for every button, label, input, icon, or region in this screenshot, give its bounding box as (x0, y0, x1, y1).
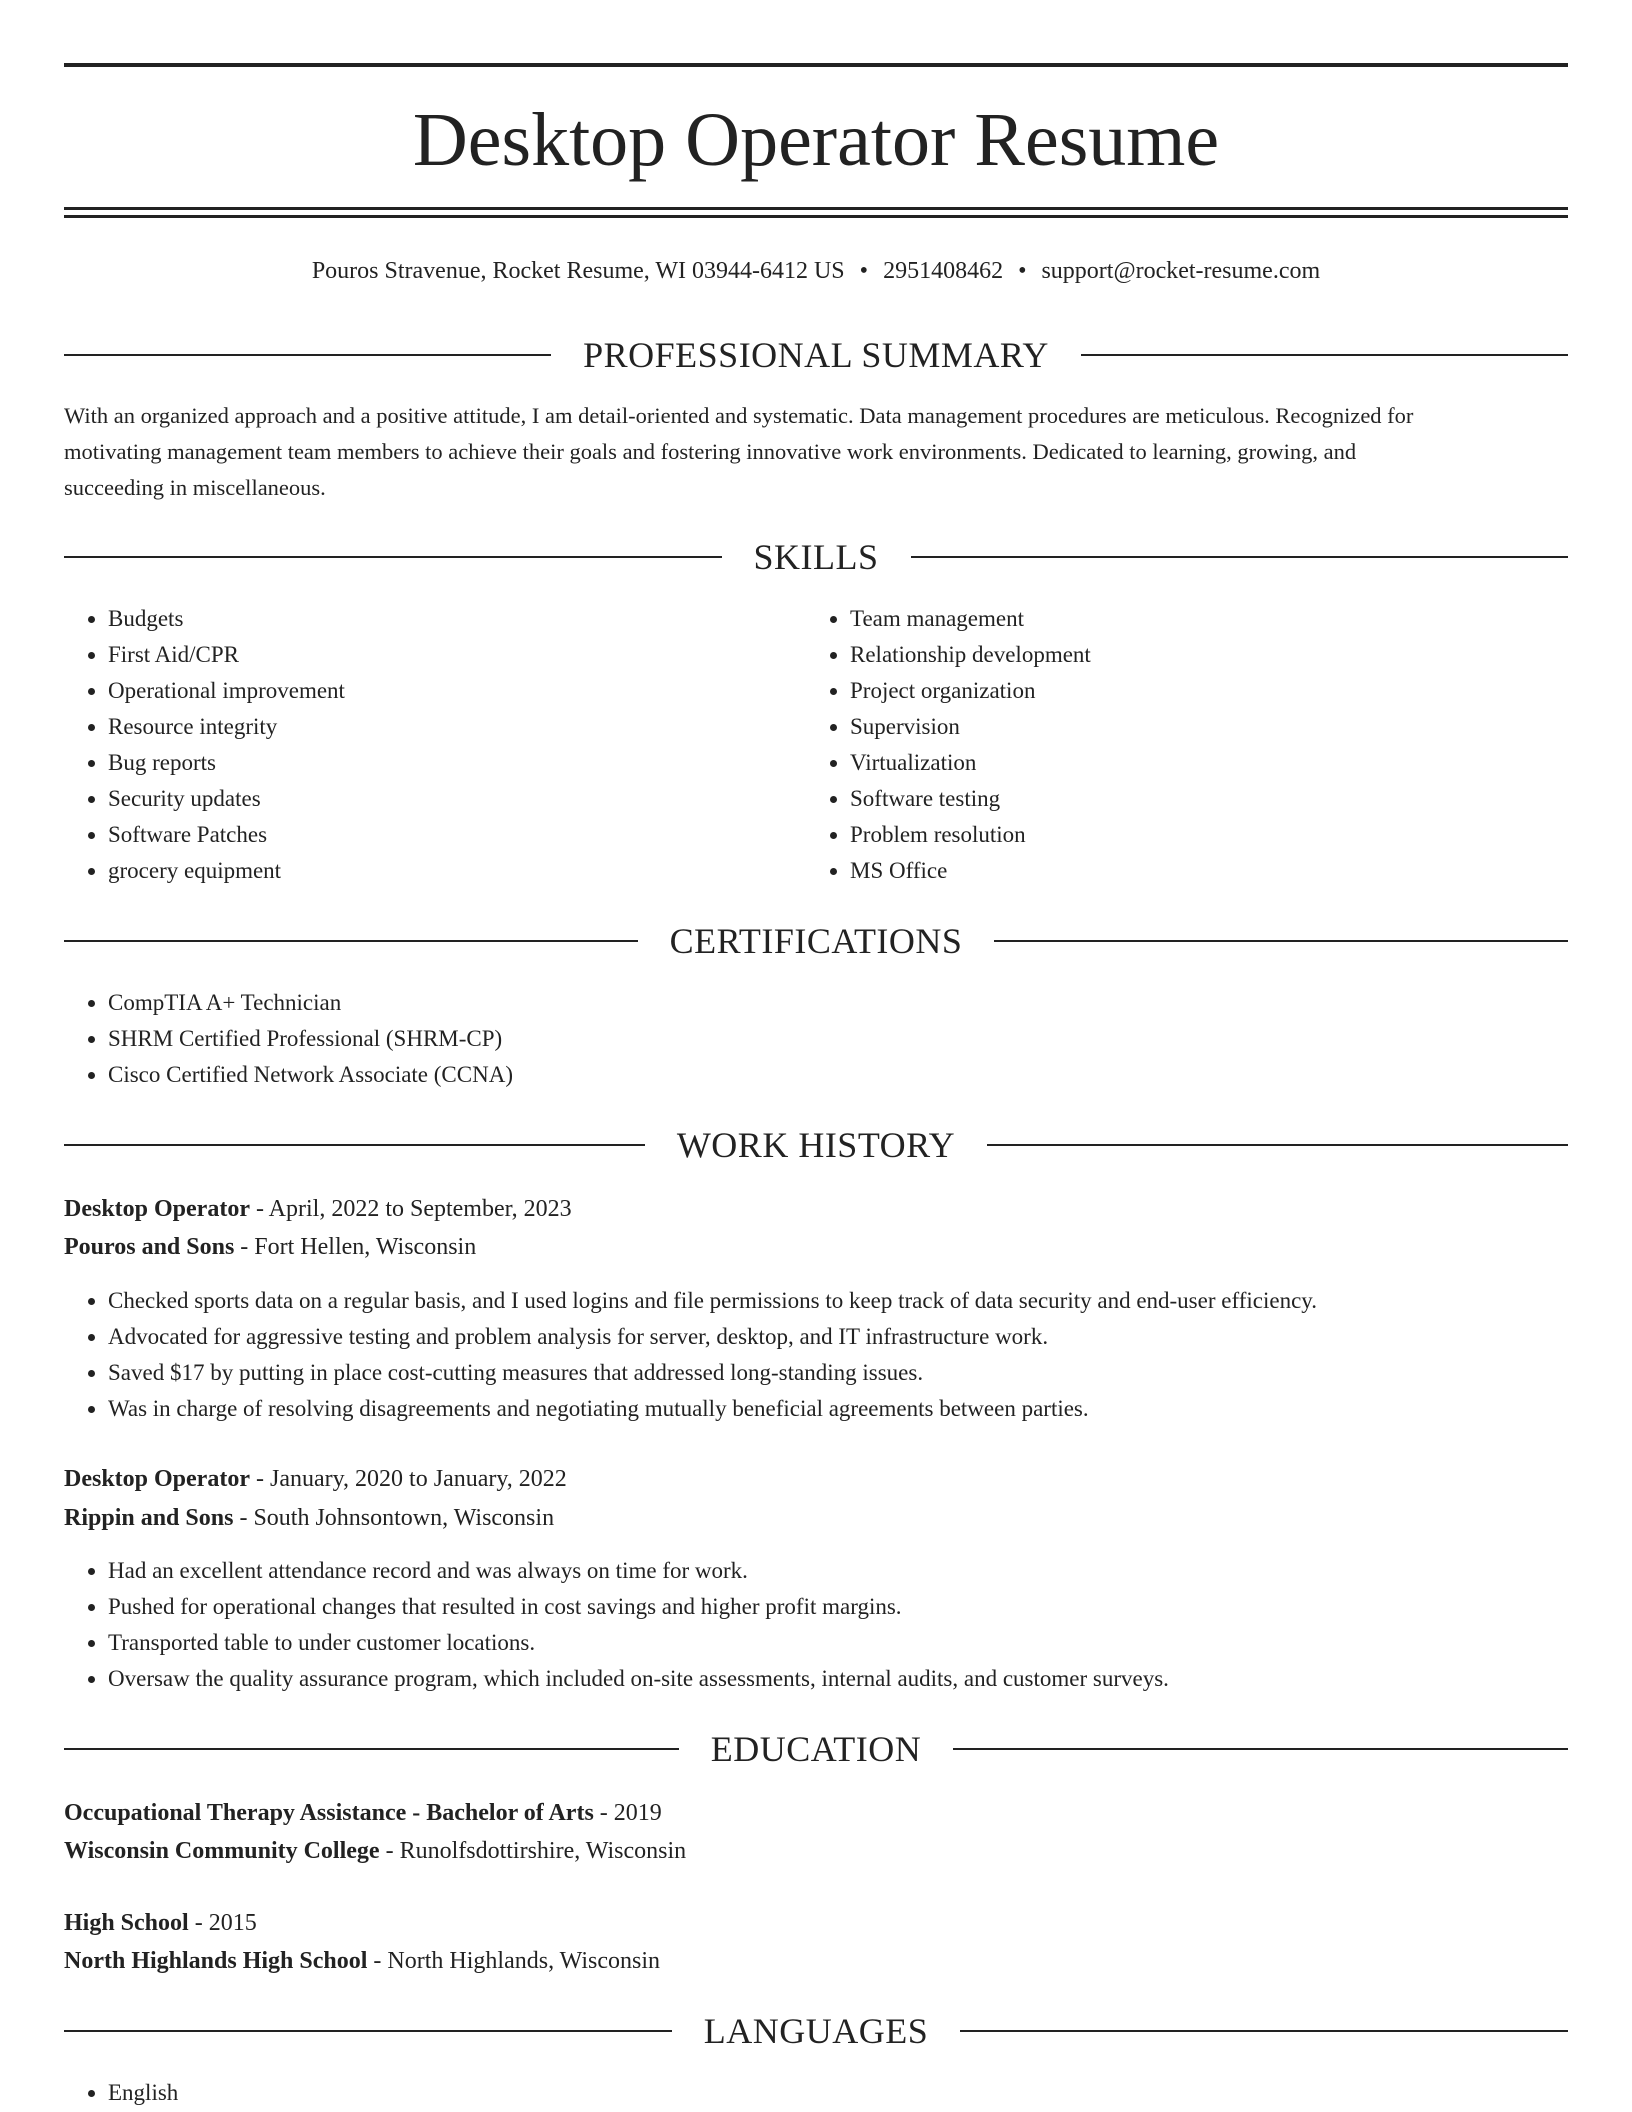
section-heading-education (64, 1729, 1568, 1769)
education-degree: Occupational Therapy Assistance - Bachelor of Arts (64, 1800, 594, 1826)
skill-item: • grocery equipment (108, 853, 345, 889)
education-degree: High School (64, 1910, 189, 1936)
skill-item: • Resource integrity (108, 709, 345, 745)
job-company: Pouros and Sons (64, 1234, 235, 1260)
contact-separator: • (859, 258, 869, 284)
section-rule (64, 1748, 679, 1750)
education-location: - North Highlands, Wisconsin (367, 1948, 660, 1974)
skill-item: • Team management (850, 601, 1091, 637)
job-bullet: • Saved $17 by putting in place cost-cutting measures that addressed long-standing issues. (108, 1355, 1317, 1391)
job-title-line (64, 1191, 572, 1227)
section-rule (64, 354, 551, 356)
section-heading-skills (64, 537, 1568, 577)
job-title: Desktop Operator (64, 1466, 250, 1492)
section-title: SKILLS (753, 537, 879, 577)
language-item: • English (108, 2075, 178, 2111)
job-bullet: • Checked sports data on a regular basis, and I used logins and file permissions to keep track of data security and end-user efficiency. (108, 1283, 1317, 1319)
skills-list-right (806, 601, 1091, 889)
section-title: EDUCATION (710, 1729, 922, 1769)
skill-item: • MS Office (850, 853, 1091, 889)
education-degree-line (64, 1795, 662, 1831)
contact-address: Pouros Stravenue, Rocket Resume, WI 03944-6412 US (311, 258, 845, 284)
job-location: - South Johnsontown, Wisconsin (233, 1505, 555, 1531)
skill-item: • Virtualization (850, 745, 1091, 781)
skill-item: • Budgets (108, 601, 345, 637)
education-year: - 2019 (593, 1800, 662, 1826)
section-rule (1081, 354, 1568, 356)
job-bullet: • Advocated for aggressive testing and problem analysis for server, desktop, and IT infrastructure work. (108, 1319, 1317, 1355)
certification-item: • SHRM Certified Professional (SHRM-CP) (108, 1021, 513, 1057)
job-bullet: • Oversaw the quality assurance program, which included on-site assessments, internal audits, and customer surveys. (108, 1661, 1169, 1697)
job-company: Rippin and Sons (64, 1505, 234, 1531)
job-bullet: • Had an excellent attendance record and was always on time for work. (108, 1553, 1169, 1589)
job-company-line (64, 1229, 476, 1265)
section-rule (994, 940, 1568, 942)
summary-line: With an organized approach and a positive attitude, I am detail-oriented and systematic. Data management procedures are meticulous. Recognized for (64, 403, 1414, 428)
section-rule (911, 556, 1569, 558)
education-location: - Runolfsdottirshire, Wisconsin (379, 1838, 687, 1864)
certification-item: • CompTIA A+ Technician (108, 985, 513, 1021)
skill-item: • Security updates (108, 781, 345, 817)
job-company-line (64, 1500, 554, 1536)
skill-item: • Bug reports (108, 745, 345, 781)
section-title: LANGUAGES (703, 2011, 929, 2051)
education-school: Wisconsin Community College (64, 1838, 380, 1864)
skill-item: • Operational improvement (108, 673, 345, 709)
education-school: North Highlands High School (64, 1948, 368, 1974)
job-dates: - January, 2020 to January, 2022 (249, 1466, 567, 1492)
section-rule (960, 2030, 1568, 2032)
languages-list (64, 2075, 178, 2111)
job-title: Desktop Operator (64, 1196, 250, 1222)
skill-item: • Software Patches (108, 817, 345, 853)
top-rule (64, 63, 1568, 67)
section-heading-work (64, 1125, 1568, 1165)
title-double-rule-lower (64, 215, 1568, 218)
title-double-rule-upper (64, 207, 1568, 210)
skill-item: • First Aid/CPR (108, 637, 345, 673)
section-heading-certifications (64, 921, 1568, 961)
resume-title: Desktop Operator Resume (412, 98, 1220, 182)
skill-item: • Problem resolution (850, 817, 1091, 853)
job-bullet: • Pushed for operational changes that resulted in cost savings and higher profit margins. (108, 1589, 1169, 1625)
skill-item: • Relationship development (850, 637, 1091, 673)
summary-paragraph (64, 398, 1568, 506)
section-rule (64, 2030, 672, 2032)
job-bullet: • Transported table to under customer locations. (108, 1625, 1169, 1661)
section-title: WORK HISTORY (676, 1125, 956, 1165)
job-dates: - April, 2022 to September, 2023 (249, 1196, 572, 1222)
section-rule (953, 1748, 1568, 1750)
contact-line (64, 253, 1568, 289)
section-rule (64, 556, 722, 558)
section-heading-languages (64, 2011, 1568, 2051)
skills-list-left (64, 601, 345, 889)
education-school-line (64, 1833, 686, 1869)
education-year: - 2015 (188, 1910, 257, 1936)
contact-email: support@rocket-resume.com (1041, 258, 1321, 284)
section-rule (987, 1144, 1568, 1146)
education-degree-line (64, 1905, 257, 1941)
skill-item: • Project organization (850, 673, 1091, 709)
job-bullets (64, 1553, 1169, 1697)
section-rule (64, 940, 638, 942)
education-school-line (64, 1943, 660, 1979)
job-bullet: • Was in charge of resolving disagreements and negotiating mutually beneficial agreements between parties. (108, 1391, 1317, 1427)
certification-item: • Cisco Certified Network Associate (CCNA) (108, 1057, 513, 1093)
certifications-list (64, 985, 513, 1093)
section-rule (64, 1144, 645, 1146)
summary-line: succeeding in miscellaneous. (64, 475, 326, 500)
contact-separator: • (1018, 258, 1027, 284)
job-location: - Fort Hellen, Wisconsin (234, 1234, 477, 1260)
section-title: CERTIFICATIONS (669, 921, 963, 961)
skill-item: • Supervision (850, 709, 1091, 745)
contact-phone: 2951408462 (883, 258, 1004, 284)
job-title-line (64, 1461, 567, 1497)
section-title: PROFESSIONAL SUMMARY (583, 335, 1049, 375)
section-heading-summary (64, 335, 1568, 375)
skill-item: • Software testing (850, 781, 1091, 817)
summary-line: motivating management team members to achieve their goals and fostering innovative work environments. Dedicated to learning, growing, and (64, 439, 1357, 464)
job-bullets (64, 1283, 1317, 1427)
